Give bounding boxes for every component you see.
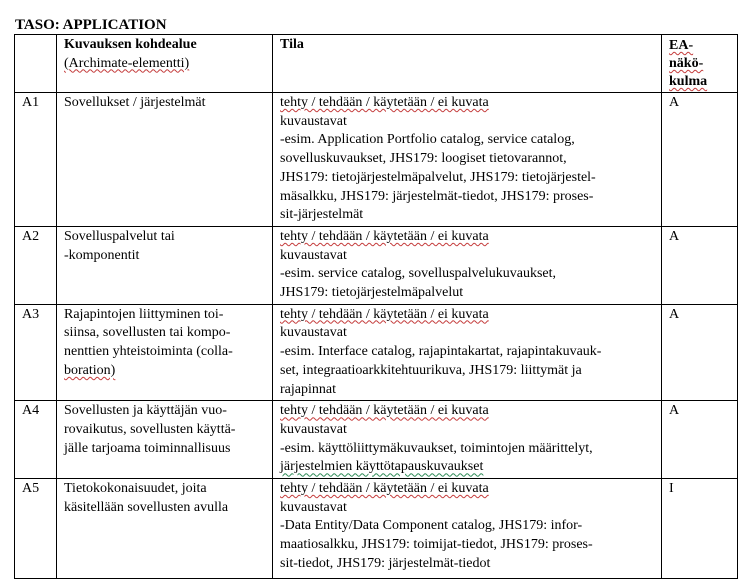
row-view-cell: I bbox=[662, 479, 738, 579]
row-status-line: järjestelmien käyttötapauskuvaukset bbox=[280, 459, 484, 475]
row-status-line: tehty / tehdään / käytetään / ei kuvata bbox=[280, 306, 489, 322]
row-target-line: Sovelluspalvelut tai bbox=[64, 228, 175, 244]
row-view-cell: A bbox=[662, 304, 738, 401]
row-status-line: tehty / tehdään / käytetään / ei kuvata bbox=[280, 403, 489, 419]
row-target-cell bbox=[57, 93, 273, 227]
row-status-line: -esim. käyttöliittymäkuvaukset, toimintojen määrittelyt, bbox=[280, 440, 593, 456]
row-id-cell: A5 bbox=[15, 479, 57, 579]
table-row bbox=[15, 401, 738, 479]
row-target-line: Sovellukset / järjestelmät bbox=[64, 95, 206, 110]
row-status-cell bbox=[273, 479, 662, 579]
row-status-line: kuvaustavat bbox=[280, 421, 347, 437]
header-view-cell bbox=[662, 35, 738, 93]
row-status-line: sit-tiedot, JHS179: järjestelmät-tiedot bbox=[280, 555, 491, 571]
row-status-line: set, integraatioarkkitehtuurikuva, JHS179: liittymät ja bbox=[280, 362, 582, 378]
row-target-line: Tietokokonaisuudet, joita bbox=[64, 481, 207, 497]
row-id-cell: A3 bbox=[15, 304, 57, 401]
row-status-line: tehty / tehdään / käytetään / ei kuvata bbox=[280, 481, 489, 497]
row-target-line: siinsa, sovellusten tai kompo- bbox=[64, 325, 231, 341]
row-target-cell bbox=[57, 401, 273, 479]
row-status-line: sovelluskuvaukset, JHS179: loogiset tietovarannot, bbox=[280, 151, 567, 167]
row-target-line: Sovellusten ja käyttäjän vuo- bbox=[64, 403, 227, 419]
row-status-cell bbox=[273, 226, 662, 304]
row-view-cell: A bbox=[662, 401, 738, 479]
row-id-cell: A4 bbox=[15, 401, 57, 479]
table-row bbox=[15, 304, 738, 401]
row-target-line: nenttien yhteistoiminta (colla- bbox=[64, 344, 233, 360]
row-id-cell: A2 bbox=[15, 226, 57, 304]
document-heading: TASO: APPLICATION bbox=[15, 17, 167, 33]
row-status-line: JHS179: tietojärjestelmäpalvelut bbox=[280, 285, 464, 301]
row-view-cell: A bbox=[662, 93, 738, 227]
row-status-line: mäsalkku, JHS179: järjestelmät-tiedot, JHS179: proses- bbox=[280, 188, 594, 204]
row-target-cell bbox=[57, 226, 273, 304]
header-status-cell bbox=[273, 35, 662, 93]
row-view-cell: A bbox=[662, 226, 738, 304]
table-row bbox=[15, 93, 738, 227]
header-target-sublabel-text: (Archimate-elementti) bbox=[64, 55, 190, 71]
table-row bbox=[15, 226, 738, 304]
table-row bbox=[15, 479, 738, 579]
application-layer-table bbox=[14, 34, 738, 579]
row-target-cell bbox=[57, 304, 273, 401]
header-target-sublabel bbox=[64, 55, 266, 74]
header-row bbox=[15, 35, 738, 93]
row-target-line: Rajapintojen liittyminen toi- bbox=[64, 306, 224, 322]
header-view-label-1: EA- bbox=[669, 38, 694, 53]
row-target-line: käsitellään sovellusten avulla bbox=[64, 499, 229, 515]
row-status-line: maatiosalkku, JHS179: toimijat-tiedot, JHS179: proses- bbox=[280, 537, 593, 553]
header-view-label-3: kulma bbox=[669, 74, 708, 89]
row-target-cell bbox=[57, 479, 273, 579]
row-status-line: sit-järjestelmät bbox=[280, 207, 364, 223]
header-target-cell bbox=[57, 35, 273, 93]
row-status-cell bbox=[273, 304, 662, 401]
row-status-line: kuvaustavat bbox=[280, 113, 347, 129]
row-target-line: boration) bbox=[64, 362, 116, 378]
row-status-line: tehty / tehdään / käytetään / ei kuvata bbox=[280, 95, 489, 110]
row-status-line: kuvaustavat bbox=[280, 499, 347, 515]
row-status-line: -esim. service catalog, sovelluspalvelukuvaukset, bbox=[280, 266, 557, 282]
header-id-cell bbox=[15, 35, 57, 93]
row-status-line: -Data Entity/Data Component catalog, JHS179: infor- bbox=[280, 518, 583, 534]
row-status-cell bbox=[273, 93, 662, 227]
row-status-cell bbox=[273, 401, 662, 479]
row-status-line: -esim. Interface catalog, rajapintakartat, rajapintakuvauk- bbox=[280, 344, 602, 360]
row-status-line: -esim. Application Portfolio catalog, service catalog, bbox=[280, 132, 575, 148]
row-status-line: rajapinnat bbox=[280, 381, 336, 397]
row-id-cell: A1 bbox=[15, 93, 57, 227]
row-target-line: rovaikutus, sovellusten käyttä- bbox=[64, 421, 236, 437]
row-status-line: kuvaustavat bbox=[280, 247, 347, 263]
row-status-line: tehty / tehdään / käytetään / ei kuvata bbox=[280, 228, 489, 244]
row-status-line: kuvaustavat bbox=[280, 325, 347, 341]
header-status-label: Tila bbox=[280, 37, 304, 52]
row-target-line: jälle tarjoama toiminnallisuus bbox=[64, 440, 231, 456]
header-view-label-2: näkö- bbox=[669, 56, 704, 71]
header-target-label: Kuvauksen kohdealue bbox=[64, 37, 197, 52]
row-status-line: JHS179: tietojärjestelmäpalvelut, JHS179: tietojärjestel- bbox=[280, 169, 596, 185]
row-target-line: -komponentit bbox=[64, 247, 140, 263]
